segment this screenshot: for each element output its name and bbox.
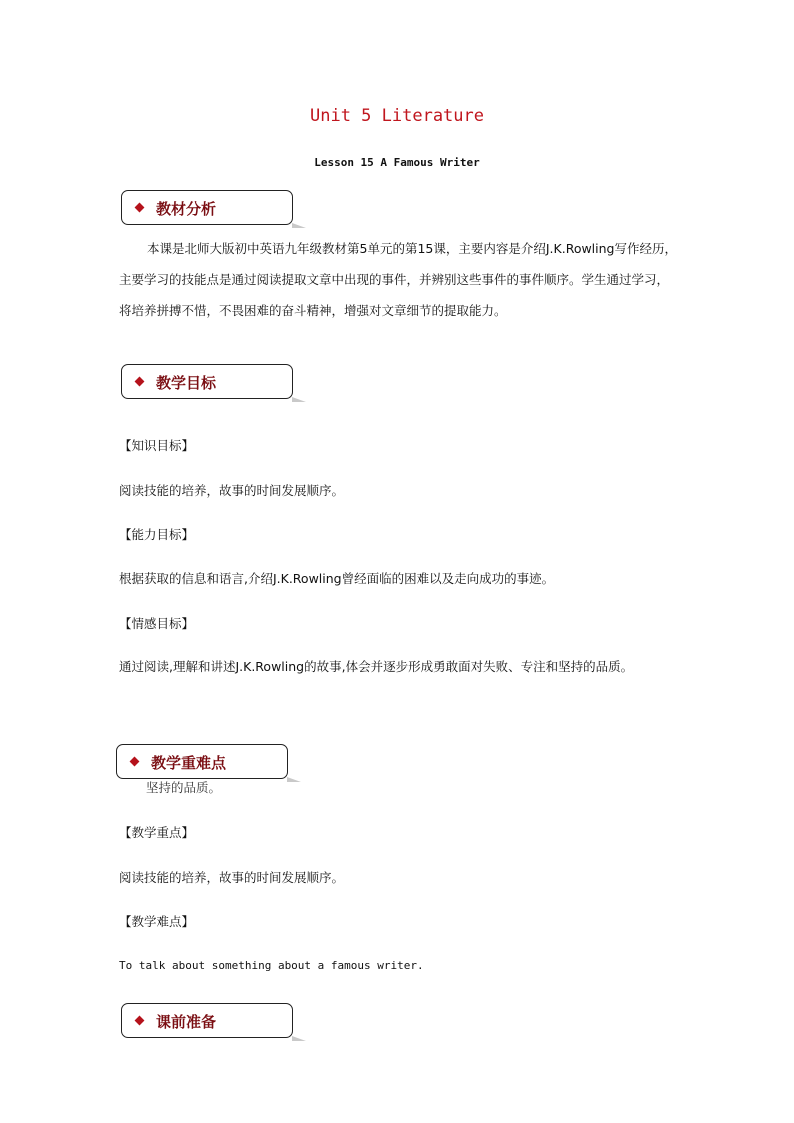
section-header-preparation — [121, 1003, 293, 1038]
overflow-text: 坚持的品质。 — [146, 780, 222, 795]
header-shadow — [287, 777, 301, 782]
focus-text: 阅读技能的培养，故事的时间发展顺序。 — [119, 870, 345, 885]
emotion-text: 通过阅读,理解和讲述J.K.Rowling的故事,体会并逐步形成勇敢面对失败、专注和坚持的品质。 — [119, 659, 634, 674]
knowledge-label: 【知识目标】 — [119, 438, 195, 453]
document-title: Unit 5 Literature — [310, 106, 484, 126]
section-header-analysis — [121, 190, 293, 225]
ability-text: 根据获取的信息和语言,介绍J.K.Rowling曾经面临的困难以及走向成功的事迹。 — [119, 571, 555, 586]
diamond-bullet-icon — [135, 203, 145, 213]
ability-label: 【能力目标】 — [119, 527, 195, 542]
section-header-key-points — [116, 744, 288, 779]
header-shadow — [292, 1036, 306, 1041]
section-title: 教学目标 — [156, 374, 217, 392]
section-title: 教学重难点 — [151, 754, 227, 772]
difficulty-label: 【教学难点】 — [119, 914, 195, 929]
header-shadow — [292, 397, 306, 402]
section-title: 课前准备 — [156, 1013, 217, 1031]
section-title: 教材分析 — [156, 200, 217, 218]
diamond-bullet-icon — [135, 377, 145, 387]
emotion-label: 【情感目标】 — [119, 616, 195, 631]
section-header-objectives — [121, 364, 293, 399]
focus-label: 【教学重点】 — [119, 825, 195, 840]
diamond-bullet-icon — [135, 1016, 145, 1026]
lesson-subtitle: Lesson 15 A Famous Writer — [314, 156, 480, 169]
header-shadow — [292, 223, 306, 228]
diamond-bullet-icon — [130, 757, 140, 767]
knowledge-text: 阅读技能的培养，故事的时间发展顺序。 — [119, 483, 345, 498]
difficulty-text: To talk about something about a famous writer. — [119, 959, 424, 972]
analysis-paragraph: 本课是北师大版初中英语九年级教材第5单元的第15课，主要内容是介绍J.K.Rowling写作经历，主要学习的技能点是通过阅读提取文章中出现的事件，并辨别这些事件的事件顺序。学生通过学习，将培养拼搏不惜，不畏困难的奋斗精神，增强对文章细节的提取能力。 — [119, 241, 677, 318]
